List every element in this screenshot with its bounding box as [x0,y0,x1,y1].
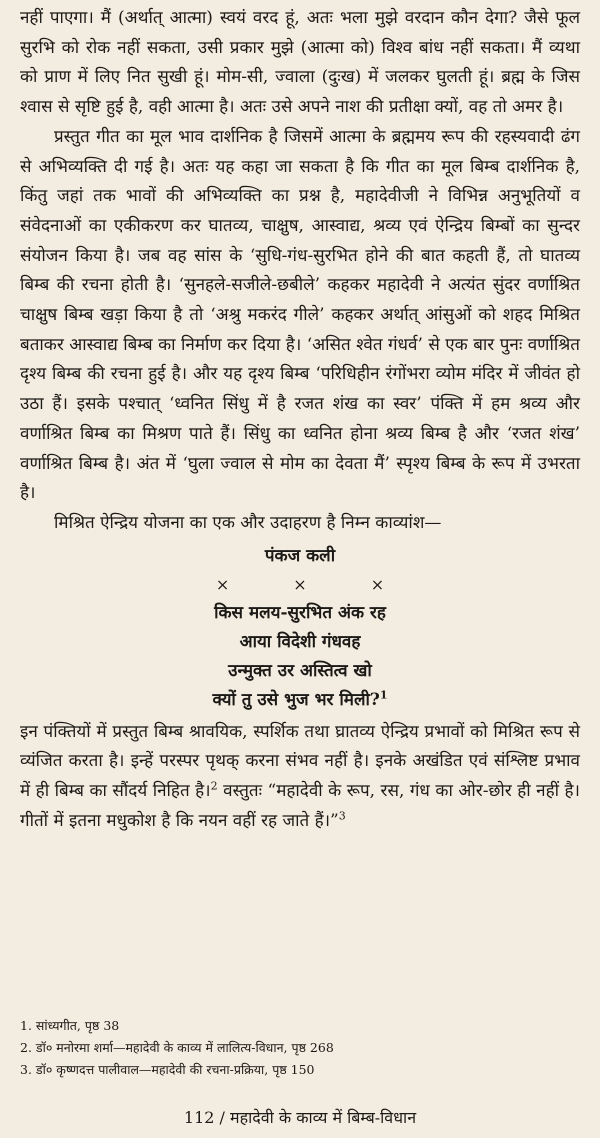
footnote-marker-3: 3 [338,809,346,823]
paragraph-2: प्रस्तुत गीत का मूल भाव दार्शनिक है जिसमें आत्मा के ब्रह्ममय रूप की रहस्यवादी ढंग से अभिव्यक्ति दी गई है। अतः यह कहा जा सकता है कि गीत का मूल बिम्ब दार्शनिक है, किंतु जहां तक भावों की अभिव्यक्ति का प्रश्न है, महादेवीजी ने विभिन्न अनुभूतियों व संवेदनाओं का एकीकरण कर घातव्य, चाक्षुष, आस्वाद्य, श्रव्य एवं ऐन्द्रिय बिम्बों का सुन्दर संयोजन किया है। जब वह सांस के ‘सुधि-गंध-सुरभित होने की बात कहती हैं, तो घातव्य बिम्ब की रचना होती है। ‘सुनहले-सजीले-छबीले’ कहकर महादेवी ने अत्यंत सुंदर वर्णाश्रित चाक्षुष बिम्ब खड़ा किया है तो ‘अश्रु मकरंद गीले’ कहकर अर्थात् आंसुओं को शहद मिश्रित बताकर आस्वाद्य बिम्ब का निर्माण कर दिया है। ‘असित श्वेत गंधर्व’ से एक बार पुनः वर्णाश्रित दृश्य बिम्ब की रचना हुई है। और यह दृश्य बिम्ब ‘परिधिहीन रंगोंभरा व्योम मंदिर में जीवंत हो उठा हैं। इसके पश्चात् ‘ध्वनित सिंधु में है रजत शंख का स्वर’ पंक्ति में हम श्रव्य और वर्णाश्रित बिम्ब का मिश्रण पाते हैं। सिंधु का ध्वनित होना श्रव्य बिम्ब है और ‘रजत शंख’ वर्णाश्रित बिम्ब है। अंत में ‘घुला ज्वाल से मोम का देवता मैं’ स्पृश्य बिम्ब के रूप में उभरता है। [20,126,581,504]
paragraph-3: मिश्रित ऐन्द्रिय योजना का एक और उदाहरण है निम्न काव्यांश— [54,512,442,533]
footnote-1: 1. सांध्यगीत, पृष्ठ 38 [20,1018,120,1033]
poem-line-1: पंकज कली [264,545,336,566]
footnote-2: 2. डॉ० मनोरमा शर्मा—महादेवी के काव्य में लालित्य-विधान, पृष्ठ 268 [20,1040,334,1055]
footnote-marker-1: 1 [379,688,388,701]
ellipsis-crosses [20,571,580,599]
page-footer [0,1106,600,1130]
poem-line-5-text: क्यों तु उसे भुज भर मिली? [212,689,380,710]
poem-line-2: किस मलय-सुरभित अंक रह [214,602,386,623]
paragraph-4-quote: वस्तुतः “महादेवी के रूप, रस, गंध का ओर-छोर ही नहीं है। गीतों में इतना मधुकोश है कि नयन वहीं रह जाते हैं।” [20,781,580,831]
poem-line-5 [20,686,580,715]
book-title: महादेवी के काव्य में बिम्ब-विधान [230,1108,417,1127]
cross-mark: × [215,574,230,594]
cross-mark: × [293,574,307,594]
footnotes [20,1015,580,1081]
poem-line-4: उन्मुक्त उर अस्तित्व खो [228,660,372,681]
paragraph-1: नहीं पाएगा। मैं (अर्थात् आत्मा) स्वयं वरद हूं, अतः भला मुझे वरदान कौन देगा? जैसे फूल सुरभि को रोक नहीं सकता, उसी प्रकार मुझे (आत्मा को) विश्व बांध नहीं सकता। मैं व्यथा को प्राण में लिए नित सुखी हूं। मोम-सी, ज्वाला (दुःख) में जलकर घुलती हूं। ब्रह्म के जिस श्वास से सृष्टि हुई है, वही आत्मा है। अतः उसे अपने नाश की प्रतीक्षा क्यों, वह तो अमर है। [20,8,580,118]
paragraph-4-text: इन पंक्तियों में प्रस्तुत बिम्ब श्रावयिक, स्पर्शिक तथा घ्रातव्य ऐन्द्रिय प्रभावों को मिश्रित रूप से व्यंजित करता है। इन्हें परस्पर पृथक् करना संभव नहीं है। इनके अखंडित एवं संश्लिष्ट प्रभाव में ही बिम्ब का सौंदर्य निहित है। [20,721,580,802]
page-number: 112 [183,1108,215,1127]
footnote-marker-2: 2 [210,779,218,793]
footnote-3: 3. डॉ० कृष्णदत्त पालीवाल—महादेवी की रचना-प्रक्रिया, पृष्ठ 150 [20,1062,315,1077]
cross-mark: × [370,574,385,594]
footer-separator: / [214,1108,231,1127]
paragraph-4 [20,718,580,837]
poem-line-3: आया विदेशी गंधवह [239,631,361,652]
poem-excerpt [20,542,580,715]
